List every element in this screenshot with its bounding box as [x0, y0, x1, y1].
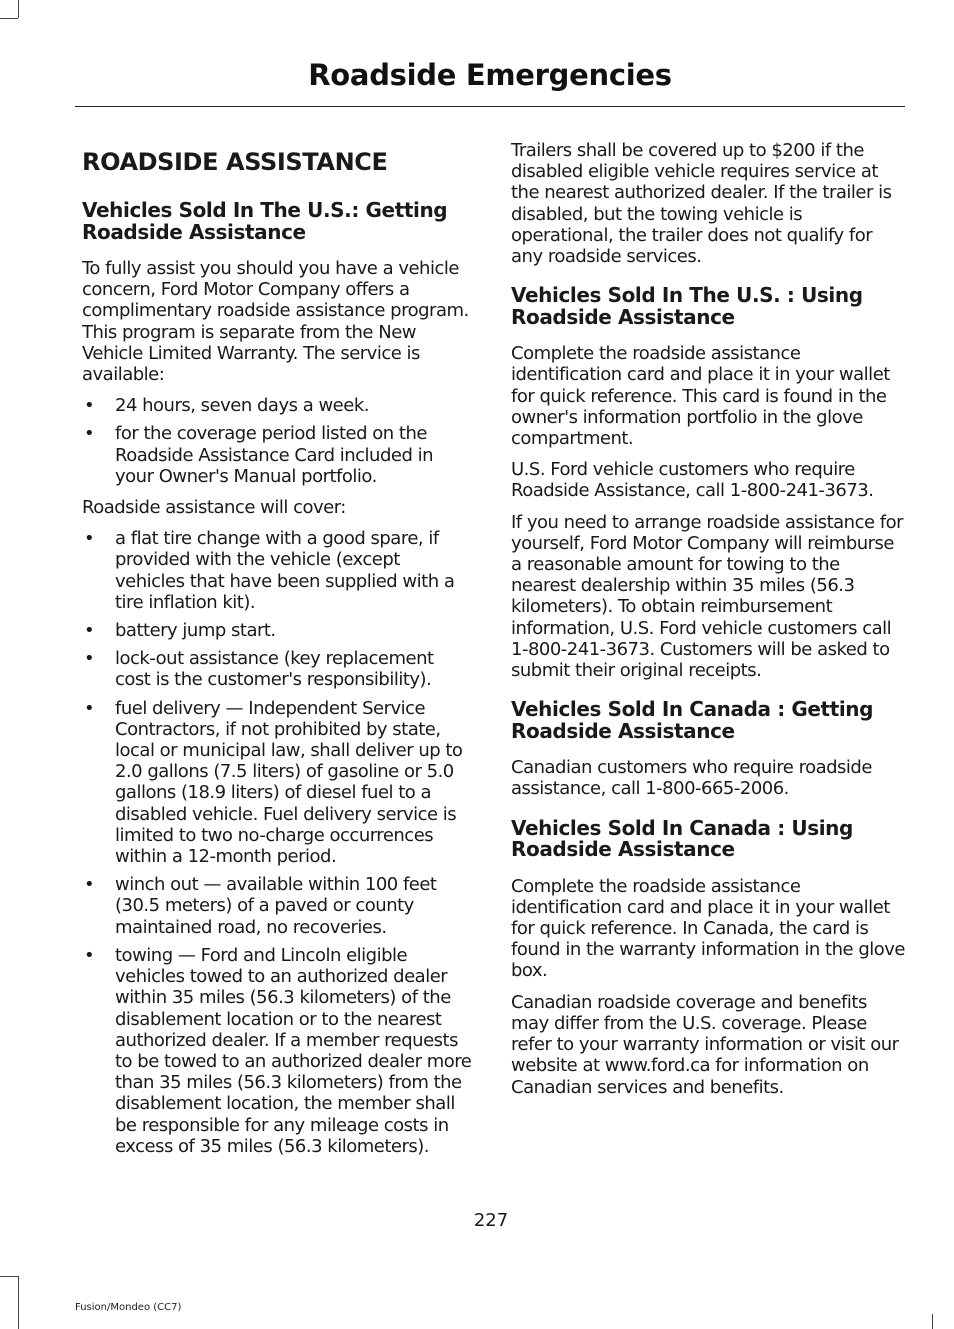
crop-mark [932, 1314, 933, 1329]
intro-paragraph: To fully assist you should you have a vehicle concern, Ford Motor Company offers a complimentary roadside assistance program. This program is separate from the New Vehicle Limited Warranty. The service is available: [82, 258, 469, 386]
bullet-icon: • [84, 423, 95, 445]
list-item: • winch out — available within 100 feet (30.5 meters) of a paved or county maintained road, no recoveries. [84, 874, 437, 938]
crop-mark [18, 1276, 19, 1329]
availability-list [82, 395, 474, 487]
page-number: 227 [473, 1210, 509, 1231]
us-card-paragraph: Complete the roadside assistance identification card and place it in your wallet for quick reference. This card is found in the owner's information portfolio in the glove compartment. [511, 343, 890, 450]
canada-card-paragraph: Complete the roadside assistance identification card and place it in your wallet for quick reference. In Canada, the card is found in the warranty information in the glove box. [511, 875, 905, 982]
crop-mark [18, 0, 19, 18]
subheading-canada-using: Vehicles Sold In Canada : Using Roadside Assistance [511, 815, 853, 862]
subheading-us-using: Vehicles Sold In The U.S. : Using Roadside Assistance [511, 283, 863, 329]
subheading-canada-getting: Vehicles Sold In Canada : Getting Roadside Assistance [511, 697, 874, 743]
right-column [511, 140, 905, 1108]
list-item: • fuel delivery — Independent Service Contractors, if not prohibited by state, local or municipal law, shall deliver up to 2.0 gallons (7.5 liters) of gasoline or 5.0 gallons (18.9 liters) of diesel fuel to a disabled vehicle. Fuel delivery service is limited to two no-charge occurrences within a 12-month period. [84, 697, 463, 868]
bullet-icon: • [84, 648, 95, 670]
footer-model: Fusion/Mondeo (CC7) [75, 1302, 182, 1313]
crop-mark [0, 1276, 18, 1277]
cover-intro: Roadside assistance will cover: [82, 497, 346, 519]
section-title: ROADSIDE ASSISTANCE [82, 148, 388, 176]
subheading-us-getting: Vehicles Sold In The U.S.: Getting Roadside Assistance [82, 198, 448, 244]
bullet-icon: • [84, 528, 95, 550]
bullet-icon: • [84, 395, 95, 417]
list-item: • battery jump start. [84, 620, 276, 642]
list-item: • a flat tire change with a good spare, if provided with the vehicle (except vehicles that have been supplied with a tire inflation kit). [84, 528, 455, 613]
list-item: • 24 hours, seven days a week. [84, 395, 369, 417]
list-item: • towing — Ford and Lincoln eligible vehicles towed to an authorized dealer within 35 miles (56.3 kilometers) of the disablement location or to the nearest authorized dealer. If a member requests to be towed to an authorized dealer more than 35 miles (56.3 kilometers) from the disablement location, the member shall be responsible for any mileage costs in excess of 35 miles (56.3 kilometers). [84, 944, 472, 1157]
list-item: • for the coverage period listed on the Roadside Assistance Card included in your Owner's Manual portfolio. [84, 423, 434, 487]
coverage-list [82, 528, 474, 1157]
bullet-icon: • [84, 874, 95, 896]
us-call-paragraph: U.S. Ford vehicle customers who require Roadside Assistance, call 1-800-241-3673. [511, 459, 874, 502]
canada-coverage-paragraph: Canadian roadside coverage and benefits may differ from the U.S. coverage. Please refer to your warranty information or visit our website at www.ford.ca for information on Canadian services and benefits. [511, 991, 899, 1098]
canada-call-paragraph: Canadian customers who require roadside assistance, call 1-800-665-2006. [511, 757, 872, 800]
list-item: • lock-out assistance (key replacement cost is the customer's responsibility). [84, 648, 434, 691]
us-reimburse-paragraph: If you need to arrange roadside assistance for yourself, Ford Motor Company will reimburse a reasonable amount for towing to the nearest dealership within 35 miles (56.3 kilometers). To obtain reimbursement information, U.S. Ford vehicle customers call 1-800-241-3673. Customers will be asked to submit their original receipts. [511, 511, 904, 682]
bullet-icon: • [84, 620, 95, 642]
trailers-paragraph: Trailers shall be covered up to $200 if the disabled eligible vehicle requires service at the nearest authorized dealer. If the trailer is disabled, but the towing vehicle is operational, the trailer does not qualify for any roadside services. [511, 140, 892, 268]
page-title: Roadside Emergencies [308, 58, 672, 92]
bullet-icon: • [84, 697, 95, 719]
title-divider [75, 106, 905, 107]
left-column [82, 140, 474, 1167]
bullet-icon: • [84, 944, 95, 966]
crop-mark [0, 18, 18, 19]
